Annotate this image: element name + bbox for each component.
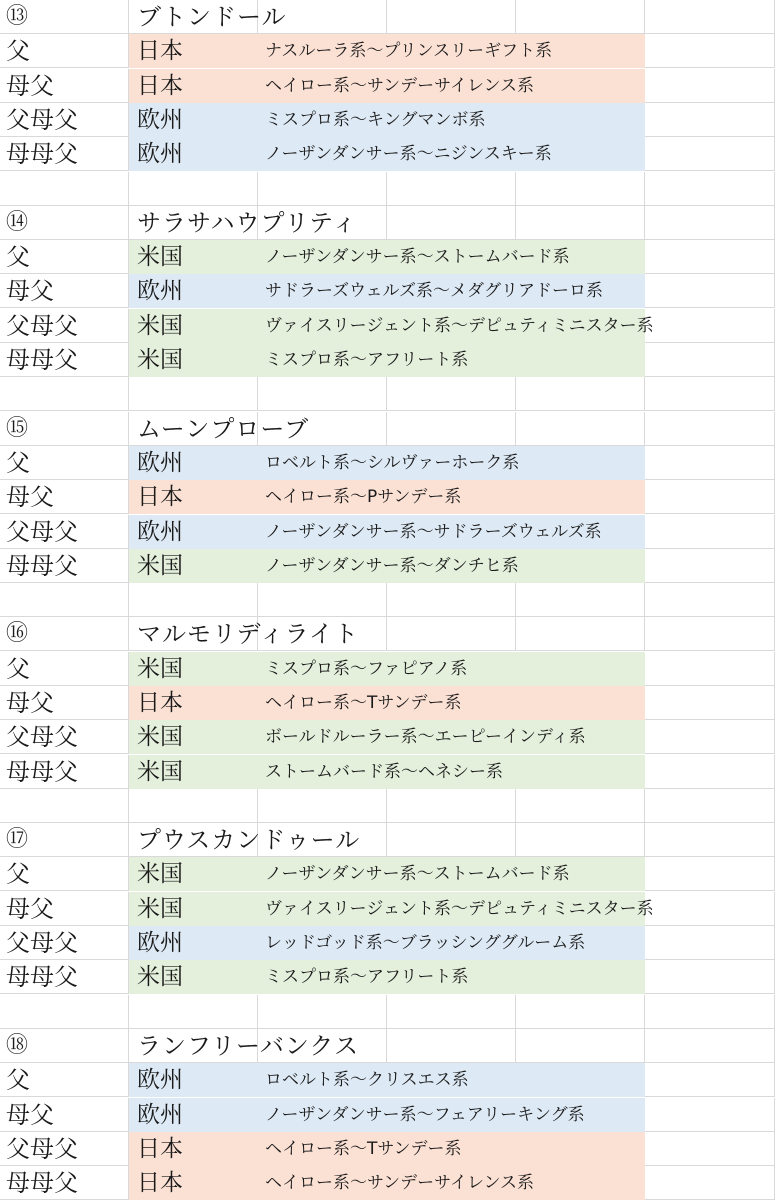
region-label: 日本 [137, 1136, 183, 1162]
grid-cell[interactable] [645, 1132, 775, 1166]
relation-label: 父 [6, 1066, 30, 1094]
relation-label: 父 [6, 243, 30, 271]
pedigree-row [0, 343, 775, 377]
pedigree-row [0, 1166, 775, 1200]
grid-cell[interactable] [645, 857, 775, 891]
relation-label: 父母父 [6, 929, 78, 957]
horse-header-row [0, 412, 775, 446]
sire-line: ヴァイスリージェント系〜デピュティミニスター系 [265, 899, 654, 919]
grid-cell[interactable] [645, 343, 775, 377]
sire-line: ミスプロ系〜アフリート系 [265, 967, 469, 987]
pedigree-row [0, 652, 775, 686]
region-label: 欧州 [137, 450, 183, 476]
region-label: 欧州 [137, 1067, 183, 1093]
grid-cell[interactable] [645, 515, 775, 549]
grid-cell[interactable] [516, 617, 645, 651]
horse-name: マルモリディライト [137, 620, 359, 648]
horse-header-row [0, 1029, 775, 1063]
horse-number: ⑮ [6, 416, 29, 441]
sire-line: ミスプロ系〜アフリート系 [265, 350, 469, 370]
relation-label: 母父 [6, 483, 54, 511]
relation-label: 母母父 [6, 140, 78, 168]
region-label: 日本 [137, 690, 183, 716]
horse-name: ムーンプローブ [137, 415, 310, 443]
pedigree-row [0, 926, 775, 960]
grid-cell[interactable] [645, 412, 775, 446]
pedigree-row [0, 446, 775, 480]
grid-cell[interactable] [645, 583, 775, 617]
region-label: 米国 [137, 964, 183, 990]
blank-row [0, 377, 775, 411]
sire-line: ヘイロー系〜サンデーサイレンス系 [265, 76, 535, 96]
grid-cell[interactable] [645, 377, 775, 411]
sire-line: ノーザンダンサー系〜ニジンスキー系 [265, 144, 552, 164]
region-label: 米国 [137, 896, 183, 922]
pedigree-row [0, 137, 775, 171]
region-label: 欧州 [137, 1102, 183, 1128]
grid-cell[interactable] [645, 960, 775, 994]
horse-header-row [0, 0, 775, 34]
grid-cell[interactable] [645, 0, 775, 34]
grid-cell[interactable] [0, 995, 129, 1029]
pedigree-row [0, 274, 775, 308]
grid-cell[interactable] [516, 823, 645, 857]
pedigree-row [0, 892, 775, 926]
grid-cell[interactable] [129, 172, 258, 206]
grid-cell[interactable] [387, 412, 516, 446]
grid-cell[interactable] [387, 0, 516, 34]
region-label: 欧州 [137, 930, 183, 956]
pedigree-row [0, 240, 775, 274]
region-label: 欧州 [137, 141, 183, 167]
pedigree-row [0, 1132, 775, 1166]
relation-label: 父母父 [6, 1135, 78, 1163]
relation-label: 母母父 [6, 1169, 78, 1197]
horse-number: ⑰ [6, 827, 29, 852]
horse-name: ブトンドール [137, 3, 287, 31]
grid-cell[interactable] [387, 789, 516, 823]
relation-label: 母父 [6, 689, 54, 717]
pedigree-row [0, 1098, 775, 1132]
relation-label: 母母父 [6, 758, 78, 786]
region-label: 米国 [137, 656, 183, 682]
sire-line: ナスルーラ系〜プリンスリーギフト系 [265, 41, 553, 61]
relation-label: 父 [6, 860, 30, 888]
sire-line: ミスプロ系〜キングマンボ系 [265, 110, 486, 130]
grid-cell[interactable] [258, 172, 387, 206]
sire-line: ロベルト系〜クリスエス系 [265, 1070, 469, 1090]
grid-cell[interactable] [645, 240, 775, 274]
grid-cell[interactable] [258, 377, 387, 411]
grid-cell[interactable] [645, 1166, 775, 1200]
blank-row [0, 583, 775, 617]
sire-line: サドラーズウェルズ系〜メダグリアドーロ系 [265, 281, 603, 301]
grid-cell[interactable] [0, 172, 129, 206]
grid-cell[interactable] [645, 480, 775, 514]
sire-line: ボールドルーラー系〜エーピーインディ系 [265, 727, 586, 747]
grid-cell[interactable] [516, 412, 645, 446]
horse-name: サラサハウプリティ [137, 209, 358, 237]
relation-label: 母父 [6, 895, 54, 923]
horse-header-row [0, 823, 775, 857]
grid-cell[interactable] [516, 995, 645, 1029]
sire-line: ノーザンダンサー系〜ダンチヒ系 [265, 556, 519, 576]
horse-number: ⑭ [6, 210, 29, 235]
grid-cell[interactable] [645, 549, 775, 583]
sire-line: ヘイロー系〜Tサンデー系 [265, 693, 462, 713]
grid-cell[interactable] [645, 720, 775, 754]
pedigree-row [0, 857, 775, 891]
blank-row [0, 995, 775, 1029]
pedigree-row [0, 549, 775, 583]
grid-cell[interactable] [129, 377, 258, 411]
pedigree-row [0, 686, 775, 720]
relation-label: 父 [6, 655, 30, 683]
relation-label: 母母父 [6, 346, 78, 374]
grid-cell[interactable] [258, 583, 387, 617]
relation-label: 父母父 [6, 312, 78, 340]
sire-line: ノーザンダンサー系〜フェアリーキング系 [265, 1105, 585, 1125]
grid-cell[interactable] [645, 1063, 775, 1097]
grid-cell[interactable] [645, 926, 775, 960]
relation-label: 父 [6, 37, 30, 65]
horse-number: ⑯ [6, 621, 29, 646]
relation-label: 父母父 [6, 518, 78, 546]
sire-line: ヘイロー系〜Pサンデー系 [265, 487, 462, 507]
region-label: 米国 [137, 553, 183, 579]
relation-label: 母父 [6, 72, 54, 100]
grid-cell[interactable] [645, 892, 775, 926]
grid-cell[interactable] [645, 309, 775, 343]
grid-cell[interactable] [645, 34, 775, 68]
grid-cell[interactable] [645, 617, 775, 651]
grid-cell[interactable] [645, 103, 775, 137]
relation-label: 母父 [6, 1101, 54, 1129]
pedigree-row [0, 755, 775, 789]
grid-cell[interactable] [645, 69, 775, 103]
grid-cell[interactable] [516, 789, 645, 823]
grid-cell[interactable] [645, 206, 775, 240]
grid-cell[interactable] [387, 206, 516, 240]
grid-cell[interactable] [516, 377, 645, 411]
relation-label: 母母父 [6, 552, 78, 580]
sire-line: ヴァイスリージェント系〜デピュティミニスター系 [265, 316, 654, 336]
region-label: 日本 [137, 1170, 183, 1196]
region-label: 米国 [137, 759, 183, 785]
grid-cell[interactable] [258, 995, 387, 1029]
sire-line: ロベルト系〜シルヴァーホーク系 [265, 453, 520, 473]
grid-cell[interactable] [516, 172, 645, 206]
grid-cell[interactable] [645, 1029, 775, 1063]
grid-cell[interactable] [645, 823, 775, 857]
region-label: 米国 [137, 724, 183, 750]
grid-cell[interactable] [516, 583, 645, 617]
region-label: 日本 [137, 73, 183, 99]
pedigree-row [0, 309, 775, 343]
pedigree-row [0, 720, 775, 754]
pedigree-row [0, 480, 775, 514]
region-label: 米国 [137, 347, 183, 373]
region-label: 欧州 [137, 278, 183, 304]
sire-line: ヘイロー系〜サンデーサイレンス系 [265, 1173, 535, 1193]
grid-cell[interactable] [645, 137, 775, 171]
grid-cell[interactable] [387, 1029, 516, 1063]
grid-cell[interactable] [645, 995, 775, 1029]
grid-cell[interactable] [645, 686, 775, 720]
grid-cell[interactable] [645, 652, 775, 686]
grid-cell[interactable] [129, 995, 258, 1029]
grid-cell[interactable] [0, 583, 129, 617]
sire-line: ミスプロ系〜ファピアノ系 [265, 659, 468, 679]
grid-cell[interactable] [645, 789, 775, 823]
region-label: 米国 [137, 313, 183, 339]
grid-cell[interactable] [387, 995, 516, 1029]
grid-cell[interactable] [387, 583, 516, 617]
grid-cell[interactable] [645, 446, 775, 480]
horse-header-row [0, 617, 775, 651]
relation-label: 父 [6, 449, 30, 477]
grid-cell[interactable] [129, 583, 258, 617]
grid-cell[interactable] [387, 172, 516, 206]
grid-cell[interactable] [645, 274, 775, 308]
pedigree-row [0, 515, 775, 549]
grid-cell[interactable] [0, 789, 129, 823]
grid-cell[interactable] [387, 617, 516, 651]
grid-cell[interactable] [645, 755, 775, 789]
relation-label: 父母父 [6, 723, 78, 751]
grid-cell[interactable] [258, 789, 387, 823]
horse-name: プウスカンドゥール [137, 826, 361, 854]
grid-cell[interactable] [645, 1098, 775, 1132]
horse-name: ランフリーバンクス [137, 1032, 360, 1060]
region-label: 日本 [137, 38, 183, 64]
sire-line: ノーザンダンサー系〜サドラーズウェルズ系 [265, 522, 602, 542]
blank-row [0, 789, 775, 823]
pedigree-row [0, 960, 775, 994]
grid-cell[interactable] [645, 172, 775, 206]
grid-cell[interactable] [516, 1029, 645, 1063]
grid-cell[interactable] [387, 823, 516, 857]
pedigree-row [0, 34, 775, 68]
region-label: 欧州 [137, 107, 183, 133]
grid-cell[interactable] [387, 377, 516, 411]
sire-line: ヘイロー系〜Tサンデー系 [265, 1139, 462, 1159]
region-label: 米国 [137, 244, 183, 270]
horse-number: ⑱ [6, 1033, 29, 1058]
relation-label: 母母父 [6, 963, 78, 991]
grid-cell[interactable] [516, 206, 645, 240]
region-label: 米国 [137, 861, 183, 887]
grid-cell[interactable] [0, 377, 129, 411]
pedigree-row [0, 1063, 775, 1097]
relation-label: 父母父 [6, 106, 78, 134]
sire-line: レッドゴッド系〜ブラッシンググルーム系 [265, 933, 586, 953]
grid-cell[interactable] [129, 789, 258, 823]
blank-row [0, 172, 775, 206]
pedigree-row [0, 69, 775, 103]
horse-header-row [0, 206, 775, 240]
sire-line: ストームバード系〜ヘネシー系 [265, 762, 503, 782]
region-label: 日本 [137, 484, 183, 510]
sire-line: ノーザンダンサー系〜ストームバード系 [265, 864, 570, 884]
relation-label: 母父 [6, 277, 54, 305]
region-label: 欧州 [137, 519, 183, 545]
grid-cell[interactable] [516, 0, 645, 34]
horse-number: ⑬ [6, 4, 29, 29]
pedigree-row [0, 103, 775, 137]
sire-line: ノーザンダンサー系〜ストームバード系 [265, 247, 570, 267]
